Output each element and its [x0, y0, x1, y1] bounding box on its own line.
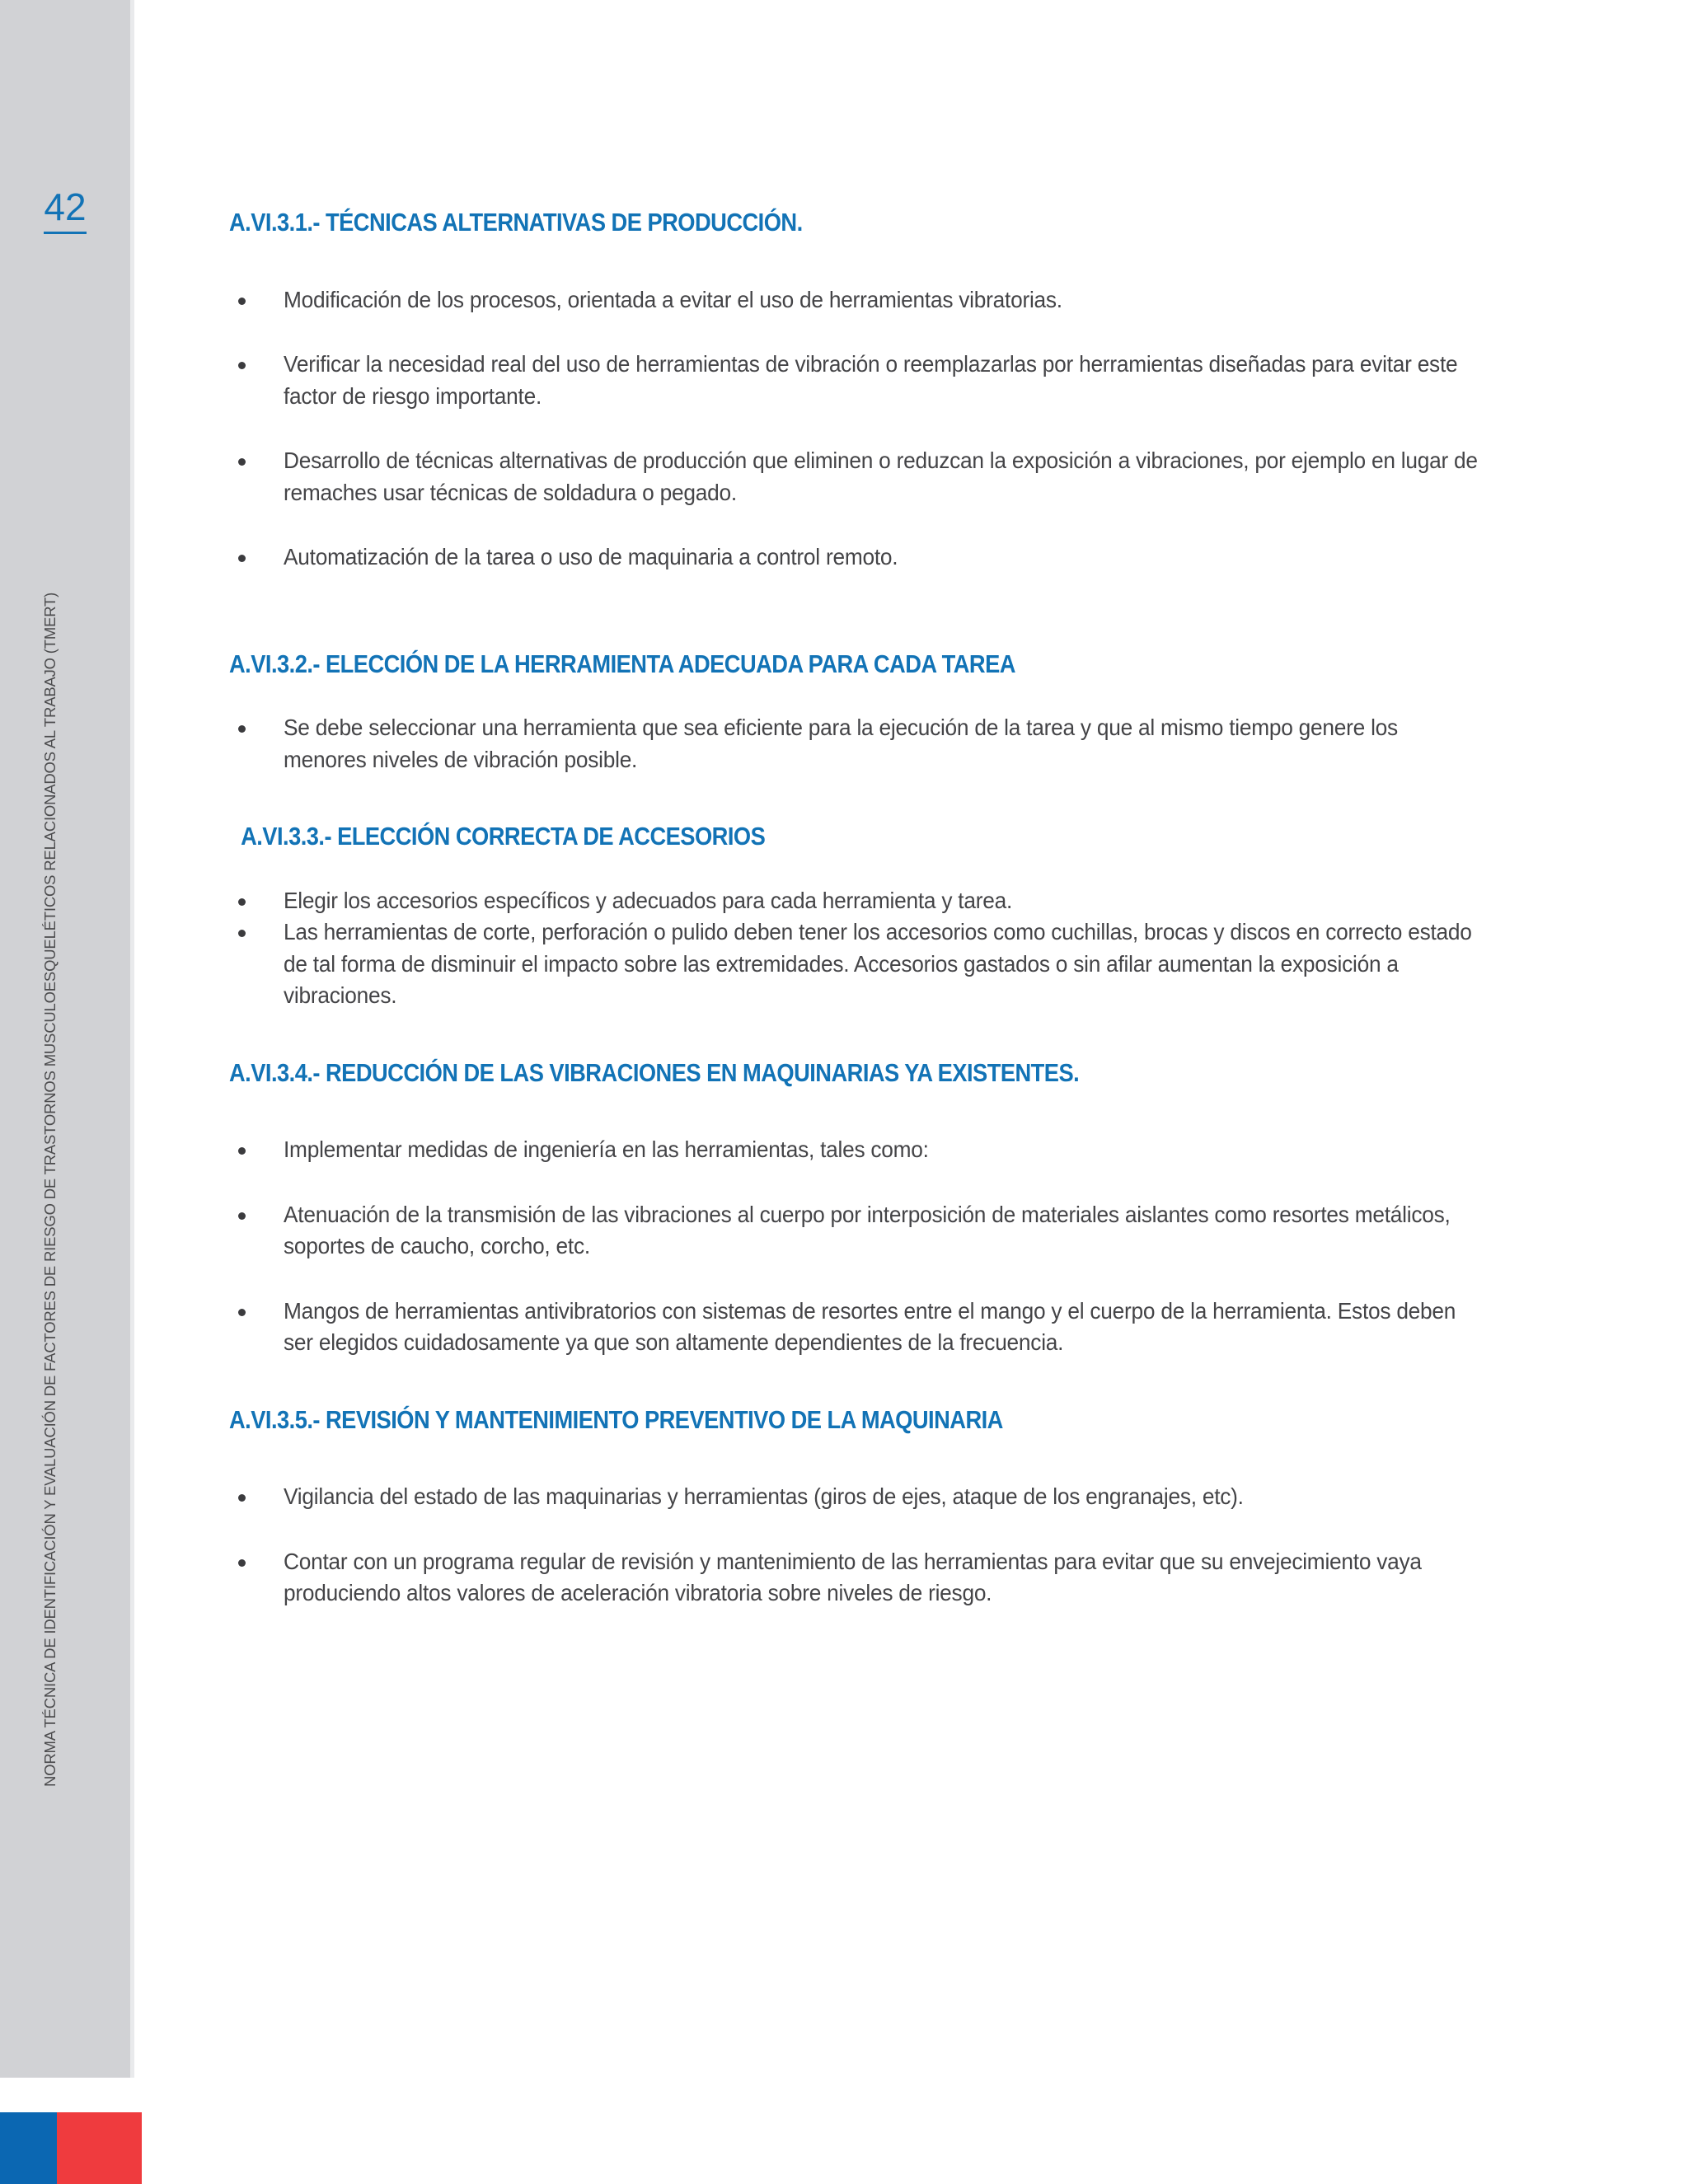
bullet-icon — [238, 1494, 246, 1502]
bullet-list-2 — [229, 712, 1482, 776]
list-item-text: Implementar medidas de ingeniería en las herramientas, tales como: — [284, 1137, 929, 1163]
list-item-text: Elegir los accesorios específicos y adecuados para cada herramienta y tarea. — [284, 887, 1013, 913]
list-item-text: Automatización de la tarea o uso de maquinaria a control remoto. — [284, 544, 898, 570]
list-item — [229, 541, 1482, 574]
list-item-text: Modificación de los procesos, orientada a evitar el uso de herramientas vibratorias. — [284, 286, 1062, 312]
list-item — [229, 284, 1482, 316]
list-item — [229, 1296, 1482, 1359]
page-number: 42 — [44, 188, 86, 234]
bullet-list-3 — [229, 885, 1482, 1012]
bullet-icon — [238, 1309, 246, 1316]
list-item — [229, 1546, 1482, 1610]
bullet-icon — [238, 555, 246, 562]
section-heading-1: A.VI.3.1.- TÉCNICAS ALTERNATIVAS DE PRODUCCIÓN. — [229, 208, 803, 237]
bullet-icon — [238, 1559, 246, 1567]
list-item — [229, 1134, 1482, 1166]
bullet-list-1 — [229, 284, 1482, 574]
list-item-text: Desarrollo de técnicas alternativas de producción que eliminen o reduzcan la exposición a vibraciones, por ejemplo en lugar de remaches usar técnicas de soldadura o pegado. — [284, 448, 1478, 505]
bullet-icon — [238, 1212, 246, 1220]
list-item — [229, 445, 1482, 509]
list-item-text: Mangos de herramientas antivibratorios con sistemas de resortes entre el mango y el cuerpo de la herramienta. Estos deben ser elegidos cuidadosamente ya que son altamente dependientes de la frecuencia. — [284, 1297, 1456, 1356]
list-item-text: Se debe seleccionar una herramienta que sea eficiente para la ejecución de la tarea y que al mismo tiempo genere los menores niveles de vibración posible. — [284, 715, 1398, 772]
running-title-container — [0, 0, 130, 2078]
bullet-icon — [238, 458, 246, 466]
list-item — [229, 1199, 1482, 1263]
bullet-icon — [238, 1147, 246, 1155]
section-heading-5: A.VI.3.5.- REVISIÓN Y MANTENIMIENTO PREVENTIVO DE LA MAQUINARIA — [229, 1404, 1003, 1434]
bullet-icon — [238, 298, 246, 305]
list-item — [229, 885, 1482, 917]
left-band-edge — [130, 0, 134, 2078]
section-heading-3: A.VI.3.3.- ELECCIÓN CORRECTA DE ACCESORIOS — [241, 822, 766, 851]
flag-block-blue — [0, 2112, 57, 2184]
list-item-text: Las herramientas de corte, perforación o pulido deben tener los accesorios como cuchillas, brocas y discos en correcto estado de tal forma de disminuir el impacto sobre las extremidades. Accesorios gastados o sin afilar aumentan la exposición a vibraciones. — [284, 919, 1472, 1009]
bullet-icon — [238, 725, 246, 733]
list-item-text: Atenuación de la transmisión de las vibraciones al cuerpo por interposición de materiales aislantes como resortes metálicos, soportes de caucho, corcho, etc. — [284, 1201, 1451, 1259]
list-item-text: Contar con un programa regular de revisión y mantenimiento de las herramientas para evitar que su envejecimiento vaya produciendo altos valores de aceleración vibratoria sobre niveles de riesgo. — [284, 1548, 1422, 1606]
bullet-list-5 — [229, 1481, 1482, 1610]
list-item-text: Verificar la necesidad real del uso de herramientas de vibración o reemplazarlas por herramientas diseñadas para evitar este factor de riesgo importante. — [284, 351, 1458, 409]
list-item — [229, 916, 1482, 1012]
list-item — [229, 1481, 1482, 1513]
list-item — [229, 349, 1482, 412]
flag-block-red — [57, 2112, 142, 2184]
list-item — [229, 712, 1482, 776]
section-heading-2: A.VI.3.2.- ELECCIÓN DE LA HERRAMIENTA ADECUADA PARA CADA TAREA — [229, 649, 1015, 678]
bullet-icon — [238, 362, 246, 369]
bullet-icon — [238, 898, 246, 906]
bullet-icon — [238, 930, 246, 937]
main-content — [229, 208, 1482, 1610]
running-title: NORMA TÉCNICA DE IDENTIFICACIÓN Y EVALUACIÓN DE FACTORES DE RIESGO DE TRASTORNOS MUSCULOESQUELÉTICOS RELACIONADOS AL TRABAJO (TMERT) — [41, 592, 59, 1787]
list-item-text: Vigilancia del estado de las maquinarias y herramientas (giros de ejes, ataque de los engranajes, etc). — [284, 1483, 1244, 1510]
section-heading-4: A.VI.3.4.- REDUCCIÓN DE LAS VIBRACIONES EN MAQUINARIAS YA EXISTENTES. — [229, 1057, 1080, 1087]
bullet-list-4 — [229, 1134, 1482, 1359]
